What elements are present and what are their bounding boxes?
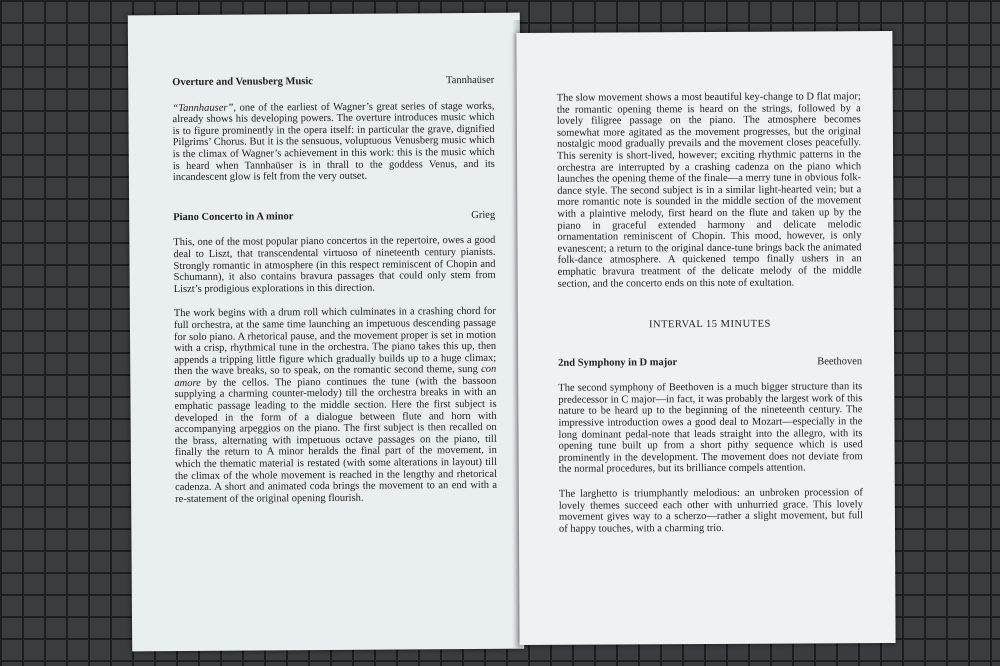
tannhauser-heading-row bbox=[172, 75, 494, 89]
grieg-para2-b: by the cellos. The piano continues the tune (with the bassoon supplying a charming counter-melody) till the orchestra breaks in with an emphatic passage leading to the middle section. Here the first subject is developed in the form of a dialogue between flute and horn with accompanying arpeggios on the piano. The first subject is then recalled on the brass, alternating with impetuous octave passages on the piano, till finally the return to A minor heralds the final part of the movement, in which the thematic material is restated (with some alterations in layout) till the climax of the whole movement is reached in the lengthy and rhetorical cadenza. A short and animated coda brings the movement to an end with a re-statement of the original opening flourish. bbox=[174, 375, 498, 505]
beethoven-composer: Beethoven bbox=[817, 355, 863, 368]
grieg-title: Piano Concerto in A minor bbox=[173, 210, 294, 223]
grieg-para2-em: con amore bbox=[174, 364, 497, 389]
grieg-composer: Grieg bbox=[471, 209, 496, 221]
grieg-heading-row bbox=[173, 210, 495, 224]
tannhauser-composer: Tannhaüser bbox=[445, 74, 495, 87]
right-page-content bbox=[557, 91, 863, 548]
left-page bbox=[128, 13, 524, 652]
beethoven-heading-row bbox=[558, 356, 862, 369]
beethoven-title: 2nd Symphony in D major bbox=[558, 356, 678, 369]
tannhauser-quote: “Tannhauser” bbox=[172, 102, 234, 114]
beethoven-paragraph-2: The larghetto is triumphantly melodious: an unbroken procession of lovely themes succeed each other with unhurried grace. This lovely movement gives way to a scherzo—rather a slight movement, but full of happy touches, with a charming trio. bbox=[558, 487, 863, 535]
grieg-paragraph-2 bbox=[174, 306, 497, 505]
tannhauser-text: , one of the earliest of Wagner’s great series of stage works, already shows his developing powers. The overture introduces music which is to figure prominently in the opera itself: in particular the grave, dignified Pilgrims’ Chorus. But it is the sensuous, voluptuous Venusberg music which is the climax of Wagner’s achievement in this work: this is the music which is heard when Tannhaüser is in thrall to the goddess Venus, and its incandescent glow is felt from the very outset. bbox=[172, 100, 495, 184]
grieg-slow-movement-paragraph: The slow movement shows a most beautiful key-change to D flat major; the romantic opening theme is heard on the strings, followed by a lovely filigree passage on the piano. The atmosphere becomes somewhat more agitated as the movement progresses, but the original nostalgic mood gradually prevails and the movement closes peacefully. This serenity is short-lived, however; exciting rhythmic patterns in the orchestra are interrupted by a crashing cadenza on the piano which launches the opening theme of the finale—a merry tune in obvious folk-dance style. The second subject is in a similar light-hearted vein; but a more romantic note is sounded in the middle section of the movement with a plaintive melody, first heard on the flute and taken up by the piano in graceful extended harmony and delicate melodic ornamentation reminiscent of Chopin. This mood, however, is only evanescent; a return to the original dance-tune brings back the animated folk-dance atmosphere. A quickened tempo finally ushers in an emphatic bravura treatment of the delicate melody of the middle section, and the concerto ends on this note of exultation. bbox=[556, 91, 862, 290]
grieg-para2-a: The work begins with a drum roll which culminates in a crashing chord for full orchestra, at the same time launching an impetuous descending passage for solo piano. A rhetorical pause, and the movement proper is set in motion with a crisp, rhythmical tune in the orchestra. The piano takes this up, then appends a tripping little figure which gradually builds up to a huge climax; then the wave breaks, so to speak, on the romantic second theme, sung bbox=[173, 306, 497, 378]
grieg-paragraph-1: This, one of the most popular piano concertos in the repertoire, owes a good deal to Liszt, that transcendental virtuoso of nineteenth century pianists. Strongly romantic in atmosphere (in this respect reminiscent of Chopin and Schumann), it also contains bravura passages that could only stem from Liszt’s prodigious explorations in this direction. bbox=[173, 235, 496, 295]
beethoven-paragraph-1: The second symphony of Beethoven is a much bigger structure than its predecessor in C major—in fact, it was probably the largest work of this nature to be heard up to the beginning of the nineteenth century. The impressive introduction owes a good deal to Mozart—especially in the long dominant pedal-note that leads straight into the allegro, with its opening tune built up from a short pithy sequence which is used prominently in the development. The movement does not deviate from the normal procedures, but its brilliance compels attention. bbox=[558, 381, 863, 476]
tannhauser-paragraph bbox=[172, 100, 495, 183]
left-page-content bbox=[172, 75, 497, 519]
interval-notice: INTERVAL 15 MINUTES bbox=[648, 318, 771, 331]
right-page bbox=[516, 31, 895, 645]
tannhauser-title: Overture and Venusberg Music bbox=[172, 76, 313, 89]
